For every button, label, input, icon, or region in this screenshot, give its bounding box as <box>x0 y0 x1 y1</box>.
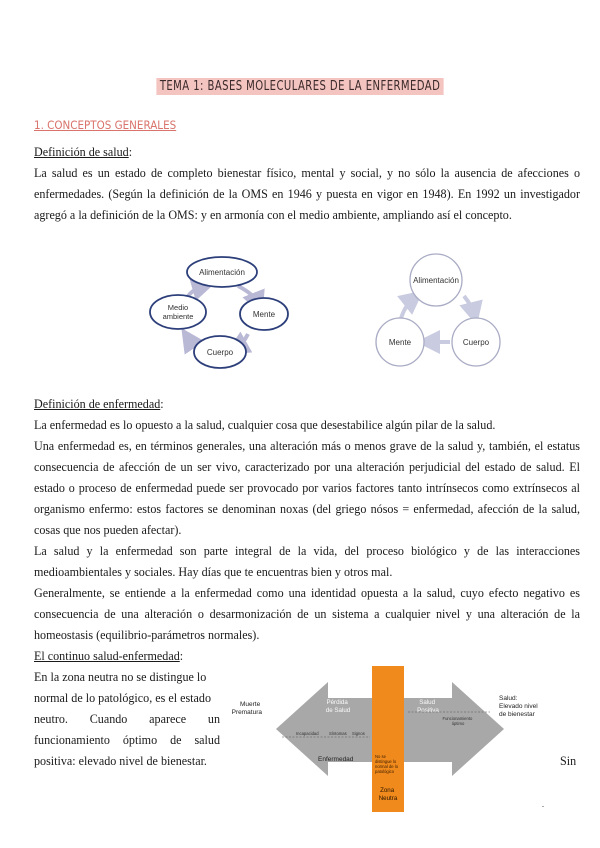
node-medio-ambiente-label: Medio ambiente <box>162 303 194 321</box>
enfermedad-label: Enfermedad <box>318 756 354 763</box>
zona-line-2: Neutra <box>378 795 398 802</box>
zona-line-1: Zona <box>380 787 395 794</box>
left-end-line-2: Prematura <box>231 709 262 716</box>
perdida-line-2: de Salud <box>325 707 351 714</box>
scale-sintomas: Síntomas <box>329 731 347 736</box>
continuo-colon: : <box>179 649 184 663</box>
perdida-line-1: Pérdida <box>326 699 348 706</box>
enf-line-10: consecuencia de una alteración o desarmonización de un sistema a cualquier nivel y una alteración de la <box>34 607 580 621</box>
salud-line-3: agregó a la definición de la OMS: y en armonía con el medio ambiente, ampliando así el concepto. <box>34 208 512 222</box>
positiva-line-1: Salud <box>419 699 436 706</box>
continuo-trailing: Sin <box>560 754 577 768</box>
right-end-line-2: Elevado nivel <box>499 703 538 710</box>
left-end-label <box>232 701 263 716</box>
salud-colon: : <box>128 145 133 159</box>
enfermedad-colon: : <box>160 397 164 411</box>
continuo-heading: El continuo salud-enfermedad <box>34 649 180 663</box>
left-end-line-1: Muerte <box>239 701 261 708</box>
zona-neutra-label <box>379 787 398 802</box>
continuo-section <box>34 646 220 772</box>
title-block <box>0 77 600 95</box>
node-mente-label: Mente <box>252 310 276 319</box>
enf-line-9: Generalmente, se entiende a la enfermedad como una identidad opuesta a la salud, cuyo efecto negativo es <box>34 586 580 600</box>
right-end-label <box>499 695 539 718</box>
enfermedad-heading: Definición de enfermedad <box>34 397 161 411</box>
enf-line-4: estado o proceso de enfermedad puede ser provocado por varios factores tanto intrínsecos como extrínsecos al <box>34 481 580 495</box>
continuo-line-4: funcionamiento óptimo de salud <box>34 733 220 747</box>
enf-line-3: consecuencia de afección de un ser vivo, caracterizado por una alteración perjudicial del estado de salud. El <box>34 460 580 474</box>
continuo-line-5: positiva: elevado nivel de bienestar. <box>34 754 207 768</box>
right-end-line-3: de bienestar <box>499 711 535 718</box>
salud-pillars-diagram <box>148 248 298 370</box>
enf-line-7: La salud y la enfermedad son parte integral de la vida, del proceso biológico y de las interacciones <box>34 544 580 558</box>
salud-line-2: enfermedades. (Según la definición de la OMS en 1946 y puesta en vigor en 1948). En 1992 un investigador <box>34 187 580 201</box>
salud-enfermedad-continuum-figure <box>226 666 556 812</box>
section-heading: 1. CONCEPTOS GENERALES <box>34 118 177 132</box>
salud-line-1: La salud es un estado de completo bienestar físico, mental y social, y no sólo la ausencia de afecciones o <box>34 166 580 180</box>
arrow-connector <box>464 296 474 314</box>
node-cuerpo-label: Cuerpo <box>462 338 490 347</box>
right-end-line-1: Salud: <box>499 695 518 702</box>
scale-signos: Signos <box>352 731 365 736</box>
salud-triad-diagram <box>372 252 506 374</box>
enf-line-8: medioambientales y sociales. Hay días que te encuentras bien y otros mal. <box>34 565 393 579</box>
footer-mark: . <box>542 800 544 809</box>
enf-line-11: homeostasis (equilibrio-parámetros normales). <box>34 628 260 642</box>
node-alimentacion-label: Alimentación <box>199 268 245 277</box>
enf-line-1: La enfermedad es lo opuesto a la salud, cualquier cosa que desestabilice algún pilar de la salud. <box>34 418 496 432</box>
page-title: TEMA 1: BASES MOLECULARES DE LA ENFERMEDAD <box>156 78 443 95</box>
node-alimentacion-label: Alimentación <box>413 276 459 285</box>
center-line-4: patológico <box>375 769 395 774</box>
node-cuerpo-label: Cuerpo <box>206 348 234 357</box>
continuo-line-3: neutro. Cuando aparece un <box>34 712 220 726</box>
salud-heading: Definición de salud <box>34 145 129 159</box>
enfermedad-definition <box>34 394 580 646</box>
node-mente-label: Mente <box>388 338 412 347</box>
funcionamiento-line-1: Funcionamiento <box>442 716 473 721</box>
salud-definition <box>34 142 580 226</box>
scale-incapacidad: Incapacidad <box>296 731 319 736</box>
center-line-2: distingue lo <box>375 759 397 764</box>
funcionamiento-line-2: óptimo <box>451 721 465 726</box>
enf-line-5: organismo enfermo: estos factores se denominan noxas (del griego nósos = enfermedad, afección de la salud, <box>34 502 580 516</box>
continuo-line-2: normal de lo patológico, es el estado <box>34 691 211 705</box>
center-line-3: normal de lo <box>375 764 399 769</box>
positiva-line-2: Positiva <box>417 707 439 714</box>
perdida-salud-label <box>326 699 351 714</box>
enf-line-2: Una enfermedad es, en términos generales, una alteración más o menos grave de la salud y, también, el estatus <box>34 439 580 453</box>
enf-line-6: cosas que nos pueden afectar). <box>34 523 182 537</box>
center-line-1: No se <box>375 754 386 759</box>
continuo-line-1: En la zona neutra no se distingue lo <box>34 670 207 684</box>
